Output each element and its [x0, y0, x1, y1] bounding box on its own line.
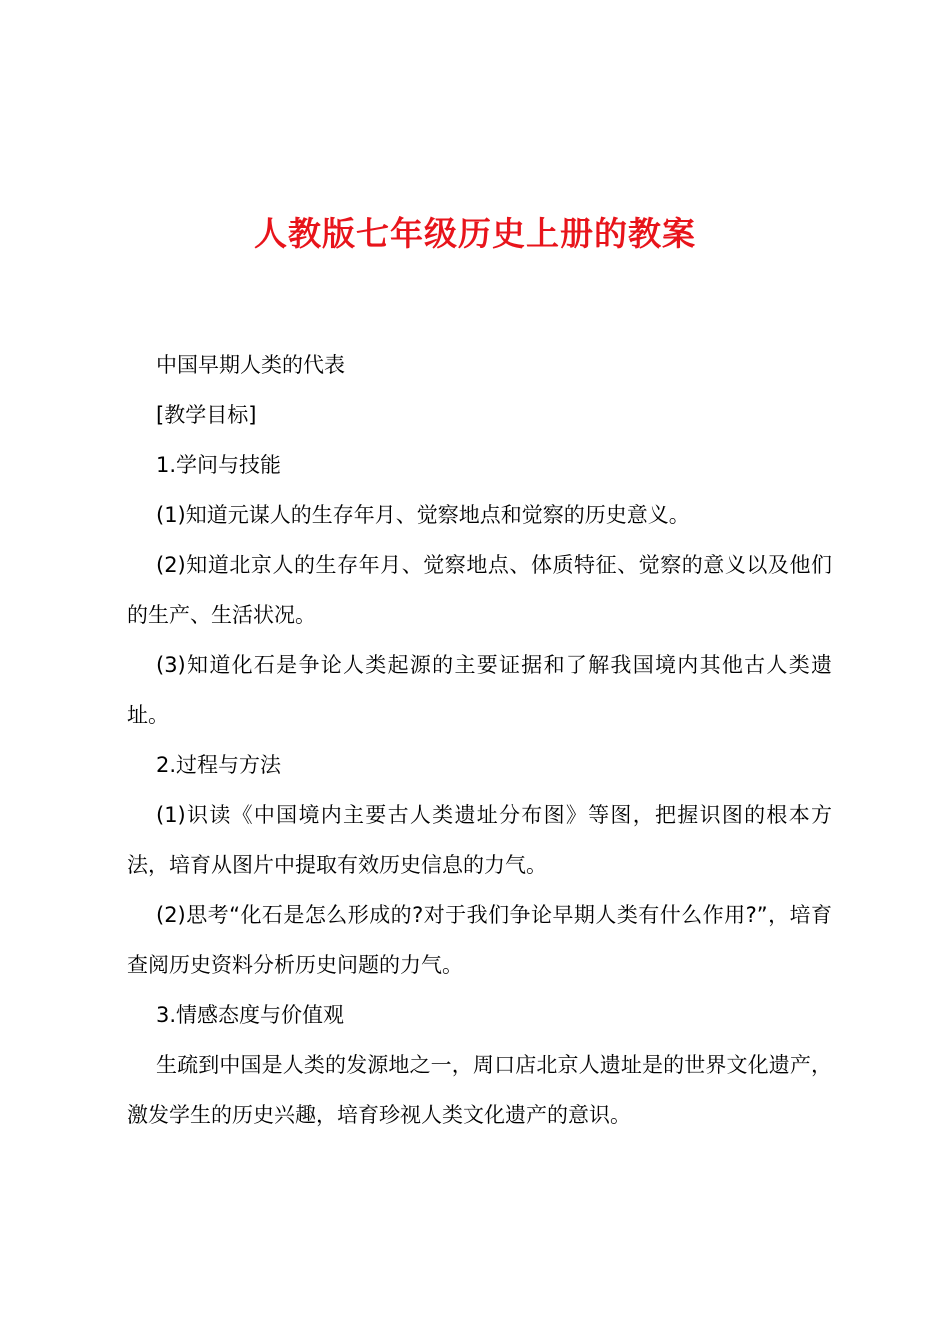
goal-heading-attitude: 3.情感态度与价值观 — [156, 1003, 345, 1027]
goal-heading-process: 2.过程与方法 — [156, 753, 282, 777]
paragraph: (3)知道化石是争论人类起源的主要证据和了解我国境内其他古人类遗址。 — [127, 653, 832, 727]
teaching-goals-label: [教学目标] — [156, 403, 257, 427]
section-heading: 中国早期人类的代表 — [156, 353, 345, 377]
paragraph: (2)知道北京人的生存年月、觉察地点、体质特征、觉察的意义以及他们的生产、生活状况。 — [127, 553, 832, 627]
paragraph: (1)识读《中国境内主要古人类遗址分布图》等图，把握识图的根本方法，培育从图片中提取有效历史信息的力气。 — [127, 803, 832, 877]
paragraph: 生疏到中国是人类的发源地之一，周口店北京人遗址是的世界文化遗产，激发学生的历史兴趣，培育珍视人类文化遗产的意识。 — [127, 1053, 832, 1127]
document-title: 人教版七年级历史上册的教案 — [254, 214, 696, 253]
paragraph: (2)思考“化石是怎么形成的?对于我们争论早期人类有什么作用?”，培育查阅历史资料分析历史问题的力气。 — [127, 903, 832, 977]
paragraph: (1)知道元谋人的生存年月、觉察地点和觉察的历史意义。 — [156, 503, 690, 527]
document-body — [127, 340, 832, 1140]
goal-heading-knowledge: 1.学问与技能 — [156, 453, 282, 477]
